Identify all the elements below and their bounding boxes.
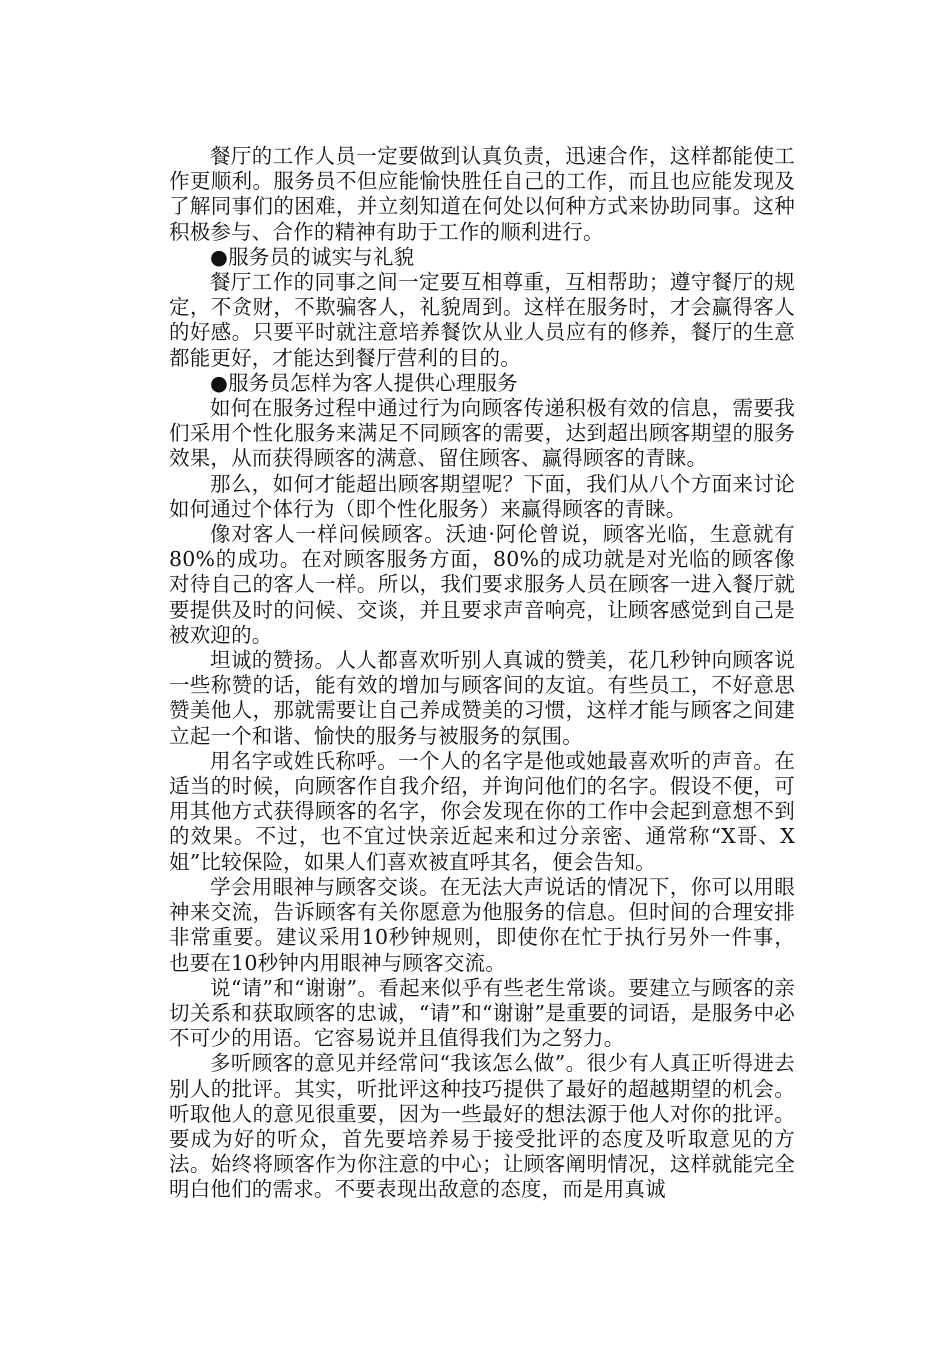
paragraph-sincere-praise: 坦诚的赞扬。人人都喜欢听别人真诚的赞美，花几秒钟向顾客说一些称赞的话，能有效的增加与顾客间的友谊。有些员工，不好意思赞美他人，那就需要让自己养成赞美的习惯，这样才能与顾客之间建立起一个和谐、愉快的服务与被服务的氛围。 (169, 648, 795, 748)
heading-psychological-service: ●服务员怎样为客人提供心理服务 (210, 370, 518, 395)
paragraph-mutual-respect: 餐厅工作的同事之间一定要互相尊重，互相帮助；遵守餐厅的规定，不贪财，不欺骗客人，礼貌周到。这样在服务时，才会赢得客人的好感。只要平时就注意培养餐饮从业人员应有的修养，餐厅的生意都能更好，才能达到餐厅营利的目的。 (169, 270, 795, 370)
paragraph-eye-contact: 学会用眼神与顾客交谈。在无法大声说话的情况下，你可以用眼神来交流，告诉顾客有关你愿意为他服务的信息。但时间的合理安排非常重要。建议采用10秒钟规则，即使你在忙于执行另外一件事，也要在10秒钟内用眼神与顾客交流。 (169, 874, 795, 975)
heading-honesty-courtesy: ●服务员的诚实与礼貌 (210, 244, 415, 269)
paragraph-exceed-expectations: 那么，如何才能超出顾客期望呢？下面，我们从八个方面来讨论如何通过个体行为（即个性化服务）来赢得顾客的青睐。 (169, 471, 795, 521)
paragraph-please-thanks: 说“请”和“谢谢”。看起来似乎有些老生常谈。要建立与顾客的亲切关系和获取顾客的忠诚，“请”和“谢谢”是重要的词语，是服务中必不可少的用语。它容易说并且值得我们为之努力。 (169, 975, 795, 1051)
paragraph-personalized-service: 如何在服务过程中通过行为向顾客传递积极有效的信息，需要我们采用个性化服务来满足不同顾客的需要，达到超出顾客期望的服务效果，从而获得顾客的满意、留住顾客、赢得顾客的青睐。 (169, 396, 795, 471)
paragraph-greet-customers: 像对客人一样问候顾客。沃迪·阿伦曾说，顾客光临，生意就有80%的成功。在对顾客服务方面，80%的成功就是对光临的顾客像对待自己的客人一样。所以，我们要求服务人员在顾客一进入餐厅就要提供及时的问候、交谈，并且要求声音响亮，让顾客感觉到自己是被欢迎的。 (169, 522, 795, 647)
paragraph-teamwork: 餐厅的工作人员一定要做到认真负责，迅速合作，这样都能使工作更顺利。服务员不但应能愉快胜任自己的工作，而且也应能发现及了解同事们的困难，并立刻知道在何处以何种方式来协助同事。这种积极参与、合作的精神有助于工作的顺利进行。 (169, 144, 795, 244)
document-body (169, 144, 795, 1203)
paragraph-listen-feedback: 多听顾客的意见并经常问“我该怎么做”。很少有人真正听得进去别人的批评。其实，听批评这种技巧提供了最好的超越期望的机会。听取他人的意见很重要，因为一些最好的想法源于他人对你的批评。要成为好的听众，首先要培养易于接受批评的态度及听取意见的方法。始终将顾客作为你注意的中心；让顾客阐明情况，这样就能完全明白他们的需求。不要表现出敌意的态度，而是用真诚 (169, 1051, 795, 1202)
paragraph-use-names: 用名字或姓氏称呼。一个人的名字是他或她最喜欢听的声音。在适当的时候，向顾客作自我介绍，并询问他们的名字。假设不便，可用其他方式获得顾客的名字，你会发现在你的工作中会起到意想不到的效果。不过，也不宜过快亲近起来和过分亲密、通常称“X哥、X姐”比较保险，如果人们喜欢被直呼其名，便会告知。 (169, 748, 795, 874)
